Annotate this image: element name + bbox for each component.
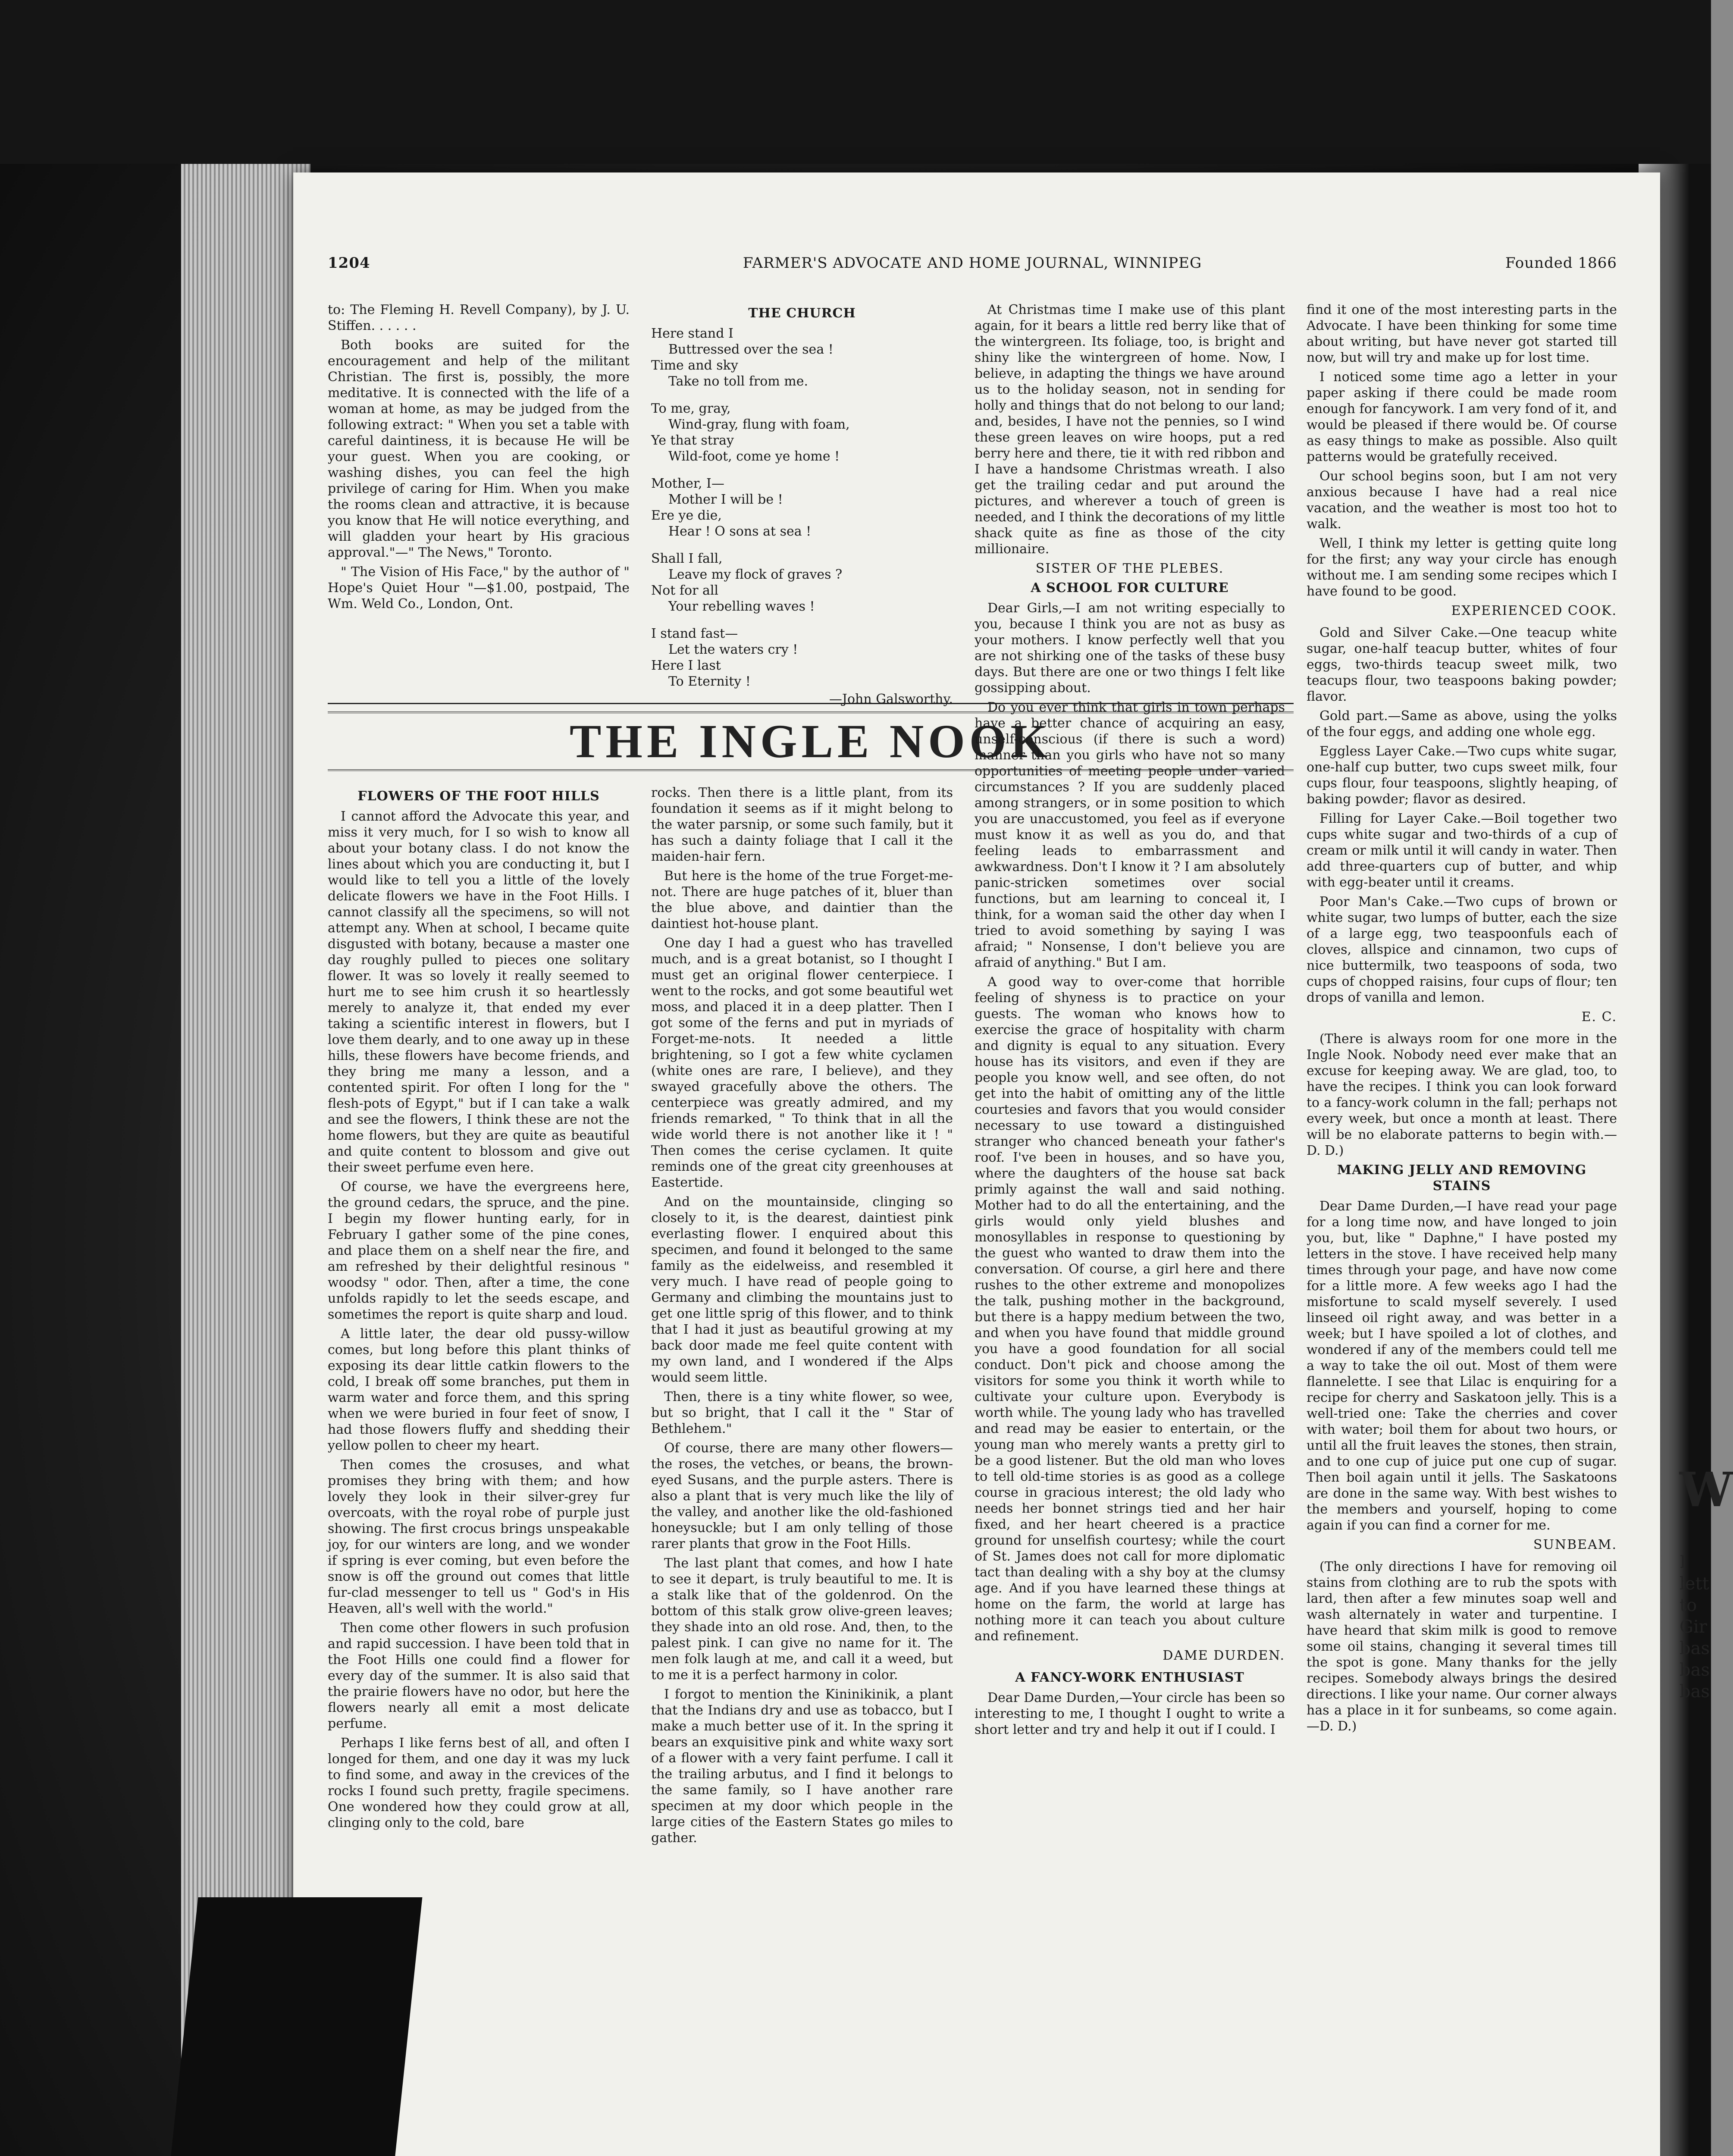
facing-page-fragment-line: bas bbox=[1680, 1682, 1710, 1702]
article-heading: MAKING JELLY AND REMOVING STAINS bbox=[1337, 1163, 1587, 1194]
poem-the-church bbox=[651, 302, 953, 707]
poem-author: —John Galsworthy. bbox=[829, 692, 953, 707]
poem-line: Your rebelling waves ! bbox=[668, 599, 815, 614]
recipe: Poor Man's Cake.—Two cups of brown or white sugar, two lumps of butter, each the size of a large egg, two teaspoonfuls each of cloves, allspice and cinnamon, two cups of nice buttermilk, two teaspoons of soda, two cups of chopped raisins, four cups of flour; ten drops of vanilla and lemon. bbox=[1307, 894, 1617, 1005]
poem-stanza bbox=[651, 326, 953, 389]
microfilm-top-band bbox=[0, 0, 1711, 164]
paragraph: Dear Girls,—I am not writing especially to you, because I think you are not as busy as your mothers. I know perfectly well that you are not shirking one of the tasks of these busy days. But there are one or two things I felt like gossipping about. bbox=[975, 601, 1285, 696]
facing-page-fragment-line: bas bbox=[1680, 1660, 1710, 1680]
newspaper-page bbox=[293, 172, 1660, 2156]
poem-line: Wind-gray, flung with foam, bbox=[668, 417, 850, 432]
signature: SUNBEAM. bbox=[1533, 1537, 1617, 1552]
signature: DAME DURDEN. bbox=[1163, 1648, 1285, 1663]
paragraph: A good way to over-come that horrible feeling of shyness is to practice on your guests. The woman who knows how to exercise the grace of hospitality with charm and dignity is equal to any situation. Every house has its visitors, and even if they are people you know well, and see often, do not get into the habit of omitting any of the little courtesies and favors that you would consider necessary to use toward a distinguished stranger who chanced beneath your father's roof. I've been in houses, and so have you, where the daughters of the house sat back primly against the wall and said nothing. Mother had to do all the entertaining, and the girls would only yield blushes and monosyllables in response to questioning by the guest who wanted to draw them into the conversation. Of course, a girl here and there rushes to the other extreme and monopolizes the talk, pushing mother in the background, but there is a happy medium between the two, and when you have found that middle ground you have a good foundation for all social conduct. Don't pick and choose among the visitors for some you think it worth while to cultivate your culture upon. Everybody is worth while. The young lady who has travelled and read may be easier to entertain, or the young man who merely wants a pretty girl to be a good listener. But the old man who loves to tell old-time stories is as good as a college course in gracious interest; the old lady who needs her bonnet strings tied and her hair fixed, and her heart cheered is a practice ground for unselfish courtesy; while the court of St. James does not call for more diplomatic tact than dealing with a shy boy at the clumsy age. And if you have learned these things at home on the farm, the world at large has nothing more it can teach you about culture and refinement. bbox=[975, 975, 1285, 1644]
column-3 bbox=[975, 302, 1285, 2156]
paragraph: At Christmas time I make use of this plant again, for it bears a little red berry like that of the wintergreen. Its foliage, too, is bright and shiny like the wintergreen of home. Now, I believe, in adapting the things we have around us to the holiday season, not in sending for holly and things that do not belong to our land; and, besides, I have not the pennies, so I wind these green leaves on wire hoops, put a red berry here and there, tie it with red ribbon and I have a handsome Christmas wreath. I also get the trailing cedar and put around the pictures, and wherever a touch of green is needed, and I think the decorations of my little shack quite as fine as those of the city millionaire. bbox=[975, 302, 1285, 557]
facing-page-fragment-line: Gir bbox=[1680, 1617, 1707, 1637]
poem-line: Time and sky bbox=[651, 358, 738, 373]
column-4 bbox=[1307, 302, 1617, 2156]
poem-line: Not for all bbox=[651, 583, 719, 598]
poem-line: Ye that stray bbox=[651, 433, 734, 448]
poem-line: Shall I fall, bbox=[651, 551, 723, 566]
paragraph: I noticed some time ago a letter in your paper asking if there could be made room enough for fancywork. I am very fond of it, and would be pleased if there would be. Of course as easy things to make as possible. Also quilt patterns would be gratefully received. bbox=[1307, 370, 1617, 464]
paragraph: Of course, we have the evergreens here, the ground cedars, the spruce, and the pine. I begin my flower hunting early, for in February I gather some of the pine cones, and place them on a shelf near the fire, and am refreshed by their delightful resinous " woodsy " odor. Then, after a time, the cone unfolds rapidly to let the seeds escape, and sometimes the report is quite sharp and loud. bbox=[328, 1179, 630, 1322]
article-flowers-column-2 bbox=[651, 785, 953, 2156]
paragraph: Dear Dame Durden,—I have read your page for a long time now, and have longed to join you, but, like " Daphne," I have posted my letters in the stove. I have received help many times through your page, and have now come for a little more. A few weeks ago I had the misfortune to scald myself severely. I used linseed oil right away, and was better in a week; but I have spoiled a lot of clothes, and wondered if any of the members could tell me a way to take the oil out. Most of them were flannelette. I see that Lilac is enquiring for a recipe for cherry and Saskatoon jelly. This is a well-tried one: Take the cherries and cover with water; boil them for about two hours, or until all the fruit leaves the stones, then strain, and to one cup of juice put one cup of sugar. Then boil again until it jells. The Saskatoons are done in the same way. With best wishes to the members and yourself, hoping to come again if you can find a corner for me. bbox=[1307, 1199, 1617, 1533]
paragraph: One day I had a guest who has travelled much, and is a great botanist, so I thought I must get an original flower centerpiece. I went to the rocks, and got some beautiful wet moss, and placed it in a deep platter. Then I got some of the ferns and put in myriads of Forget-me-nots. It needed a little brightening, so I got a few white cyclamen (white ones are rare, I believe), and they swayed gracefully above the others. The centerpiece was greatly admired, and my friends remarked, " To think that in all the wide world there is not another like it ! " Then comes the cerise cyclamen. It quite reminds one of the great city greenhouses at Eastertide. bbox=[651, 936, 953, 1190]
publication-title: FARMER'S ADVOCATE AND HOME JOURNAL, WINNIPEG bbox=[743, 254, 1202, 272]
facing-page-fragment-line: to bbox=[1680, 1595, 1697, 1615]
facing-page-fragment-line: lett bbox=[1680, 1574, 1709, 1594]
paragraph: I forgot to mention the Kininikinik, a plant that the Indians dry and use as tobacco, but I make a much better use of it. In the spring it bears an exquisitive pink and white waxy sort of a flower with a very faint perfume. I call it the trailing arbutus, and I find it belongs to the same family, so I have another rare specimen at my door which people in the large cities of the Eastern States go miles to gather. bbox=[651, 1687, 953, 1846]
paragraph: find it one of the most interesting parts in the Advocate. I have been thinking for some time about writing, but have never got started till now, but will try and make up for lost time. bbox=[1307, 302, 1617, 365]
paragraph: A little later, the dear old pussy-willow comes, but long before this plant thinks of exposing its dear little catkin flowers to the cold, I break off some branches, put them in warm water and force them, and this spring when we were buried in four feet of snow, I had those flowers fluffy and shedding their yellow pollen to cheer my heart. bbox=[328, 1326, 630, 1453]
paragraph: And on the mountainside, clinging so closely to it, is the dearest, daintiest pink everlasting flower. I enquired about this specimen, and found it belonged to the same family as the eidelweiss, and resembled it very much. I have read of people going to Germany and climbing the mountains just to get one little sprig of this flower, and to think that I had it just as beautiful growing at my back door made me feel quite content with my own land, and I wondered if the Alps would seem little. bbox=[651, 1194, 953, 1385]
poem-line: Take no toll from me. bbox=[668, 374, 809, 389]
paragraph: Then, there is a tiny white flower, so wee, but so bright, that I call it the " Star of Bethlehem." bbox=[651, 1389, 953, 1436]
poem-line: Buttressed over the sea ! bbox=[668, 342, 834, 357]
facing-page-fragment-line: bas bbox=[1680, 1639, 1710, 1658]
paragraph: " The Vision of His Face," by the author of " Hope's Quiet Hour "—$1.00, postpaid, The Wm. Weld Co., London, Ont. bbox=[328, 564, 630, 611]
poem-title: THE CHURCH bbox=[748, 306, 856, 321]
paragraph: But here is the home of the true Forget-me-not. There are huge patches of it, bluer than the blue above, and daintier than the daintiest hot-house plant. bbox=[651, 868, 953, 931]
article-heading: A SCHOOL FOR CULTURE bbox=[1031, 580, 1229, 595]
signature: EXPERIENCED COOK. bbox=[1451, 603, 1617, 618]
running-head bbox=[328, 254, 1617, 280]
paragraph: Both books are suited for the encouragement and help of the militant Christian. The first is, possibly, the more meditative. It is connected with the life of a woman at home, as may be judged from the following extract: " When you set a table with careful daintiness, it is because He will be your guest. When you are cooking, or washing dishes, you can feel the high privilege of caring for Him. When you make the rooms clean and attractive, it is because you know that He will notice everything, and will gladden your heart by His gracious approval."—" The News," Toronto. bbox=[328, 338, 630, 560]
poem-line: Mother, I— bbox=[651, 476, 724, 491]
book-review-column bbox=[328, 302, 630, 690]
poem-line: Leave my flock of graves ? bbox=[668, 567, 843, 582]
poem-line: Wild-foot, come ye home ! bbox=[668, 449, 840, 464]
paragraph: Then come other flowers in such profusion and rapid succession. I have been told that in the Foot Hills one could find a flower for every day of the summer. It is also said that the prairie flowers have no odor, but here the flowers nearly all emit a most delicate perfume. bbox=[328, 1620, 630, 1731]
poem-line: Let the waters cry ! bbox=[668, 642, 798, 657]
poem-line: Here I last bbox=[651, 658, 721, 673]
recipe: Filling for Layer Cake.—Boil together two cups white sugar and two-thirds of a cup of cream or milk until it will candy in water. Then add three-quarters cup of butter, and whip with egg-beater until it creams. bbox=[1307, 811, 1617, 890]
paragraph: rocks. Then there is a little plant, from its foundation it seems as if it might belong to the water parsnip, or some such family, but it has such a dainty foliage that I call it the maiden-hair fern. bbox=[651, 785, 953, 864]
paragraph: I cannot afford the Advocate this year, and miss it very much, for I so wish to know all about your botany class. I do not know the lines about which you are conducting it, but I would like to tell you a little of the lovely delicate flowers we have in the Foot Hills. I cannot classify all the specimens, so will not attempt any. When at school, I became quite disgusted with botany, because a master one day roughly pulled to pieces one solitary flower. It was so lovely it really seemed to hurt me to see him crush it so heartlessly merely to analyze it, that ended my ever taking a scientific interest in flowers, but I love them dearly, and to one away up in these hills, these flowers have become friends, and they bring me many a lesson, and a contented spirit. For often I long for the " flesh-pots of Egypt," but if I can take a walk and see the flowers, I think these are not the home flowers, but they are quite as beautiful and quite content to blossom and give out their sweet perfume even here. bbox=[328, 809, 630, 1175]
recipe: Gold and Silver Cake.—One teacup white sugar, one-half teacup butter, whites of four eggs, two-thirds teacup sweet milk, two teacups flour, two teaspoons baking powder; flavor. bbox=[1307, 625, 1617, 704]
editor-note: (There is always room for one more in the Ingle Nook. Nobody need ever make that an excuse for keeping away. We are glad, too, to have the recipes. I think you can look forward to a fancy-work column in the fall; perhaps not every week, but once a month at least. There will be no elaborate patterns to begin with.—D. D.) bbox=[1307, 1031, 1617, 1158]
facing-page-fragment-line: I bbox=[1680, 1552, 1686, 1572]
paragraph: Our school begins soon, but I am not very anxious because I have had a real nice vacation, and the weather is most too hot to walk. bbox=[1307, 469, 1617, 532]
poem-line: Mother I will be ! bbox=[668, 492, 783, 507]
poem-line: To Eternity ! bbox=[668, 674, 751, 689]
facing-page-fragment-letter: W bbox=[1680, 1462, 1733, 1517]
paragraph: Dear Dame Durden,—Your circle has been so interesting to me, I thought I ought to write a short letter and try and help it out if I could. I bbox=[975, 1690, 1285, 1737]
poem-line: Here stand I bbox=[651, 326, 733, 341]
poem-stanza bbox=[651, 476, 953, 539]
paragraph: The last plant that comes, and how I hate to see it depart, is truly beautiful to me. It is a stalk like that of the goldenrod. On the bottom of this stalk grow olive-green leaves; they shade into an old rose. And, then, to the palest pink. I can give no name for it. The men folk laugh at me, and call it a weed, but to me it is a perfect harmony in color. bbox=[651, 1556, 953, 1683]
founded-note: Founded 1866 bbox=[1505, 254, 1617, 272]
poem-line: Ere ye die, bbox=[651, 508, 722, 523]
paragraph: to: The Fleming H. Revell Company), by J. U. Stiffen. . . . . . bbox=[328, 302, 630, 333]
signature: E. C. bbox=[1581, 1009, 1617, 1025]
recipe: Eggless Layer Cake.—Two cups white sugar, one-half cup butter, two cups sweet milk, four cups flour, four teaspoons, slightly heaping, of baking powder; flavor as desired. bbox=[1307, 744, 1617, 807]
poem-line: Hear ! O sons at sea ! bbox=[668, 524, 812, 539]
paragraph: Well, I think my letter is getting quite long for the first; any way your circle has enough without me. I am sending some recipes which I have found to be good. bbox=[1307, 536, 1617, 599]
paragraph: Perhaps I like ferns best of all, and often I longed for them, and one day it was my luck to find some, and away in the crevices of the rocks I found such pretty, fragile specimens. One wondered how they could grow at all, clinging only to the cold, bare bbox=[328, 1736, 630, 1830]
page-number: 1204 bbox=[328, 254, 370, 272]
book-page-edges bbox=[181, 164, 310, 2156]
paragraph: Do you ever think that girls in town perhaps have a better chance of acquiring an easy, unself-conscious (if there is such a word) manner than you girls who have not so many opportunities of meeting people under varied circumstances ? If you are suddenly placed among strangers, or in some position to which you are unaccustomed, you feel as if everyone must know it as well as you do, and that feeling leads to embarrassment and awkwardness. Don't I know it ? I am absolutely panic-stricken sometimes over social functions, but am learning to conceal it, I think, for a woman said the other day when I tried to avoid something by saying I was afraid; " Nonsense, I don't believe you are afraid of anything." But I am. bbox=[975, 700, 1285, 970]
article-heading: A FANCY-WORK ENTHUSIAST bbox=[1015, 1670, 1244, 1685]
paragraph: Of course, there are many other flowers—the roses, the vetches, or beans, the brown-eyed Susans, and the purple asters. There is also a plant that is very much like the lily of the valley, and another like the old-fashioned honeysuckle; but I am only telling of those rarer plants that grow in the Foot Hills. bbox=[651, 1441, 953, 1551]
editor-note: (The only directions I have for removing oil stains from clothing are to rub the spots with lard, then after a few minutes soap well and wash alternately in water and turpentine. I have heard that skim milk is good to remove some oil stains, changing it several times till the spot is gone. Many thanks for the jelly recipes. Somebody always brings the desired directions. I like your name. Our corner always has a place in it for sunbeams, so come again.—D. D.) bbox=[1307, 1559, 1617, 1734]
recipe: Gold part.—Same as above, using the yolks of the four eggs, and adding one whole egg. bbox=[1307, 708, 1617, 740]
poem-stanza bbox=[651, 551, 953, 614]
article-heading: FLOWERS OF THE FOOT HILLS bbox=[357, 789, 600, 804]
poem-line: I stand fast— bbox=[651, 626, 738, 641]
paragraph: Then comes the crosuses, and what promises they bring with them; and how lovely they look in their silver-grey fur overcoats, with the royal robe of purple just showing. The first crocus brings unspeakable joy, for our winters are long, and we wonder if spring is ever coming, but even before the snow is off the ground out comes that little fur-clad messenger to tell us " God's in His Heaven, all's well with the world." bbox=[328, 1457, 630, 1616]
poem-stanza bbox=[651, 626, 953, 689]
signature: SISTER OF THE PLEBES. bbox=[1035, 561, 1224, 576]
column-rule bbox=[328, 703, 1294, 704]
poem-line: To me, gray, bbox=[651, 401, 731, 416]
banner-title: THE INGLE NOOK bbox=[570, 714, 1052, 768]
poem-stanza bbox=[651, 401, 953, 464]
